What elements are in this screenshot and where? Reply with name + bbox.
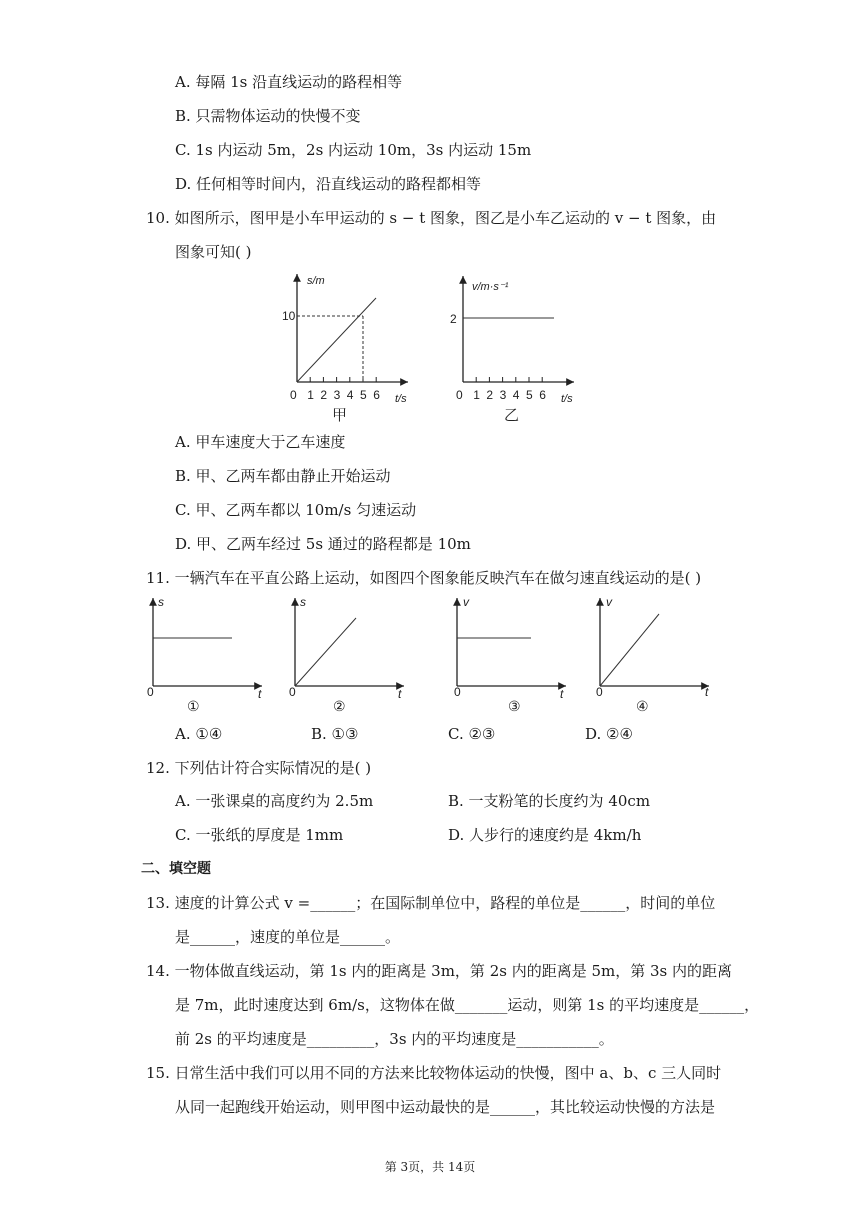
origin: 0 [454,685,461,699]
q10-stem-line2: 图象可知( ) [175,243,252,261]
graph-jia-ylabel: s/m [307,275,325,287]
ylabel: s [158,595,164,609]
x-tick-label: 1 [473,388,480,402]
q9-option-b: B. 只需物体运动的快慢不变 [175,107,361,125]
q11-stem: 11. 一辆汽车在平直公路上运动，如图四个图象能反映汽车在做匀速直线运动的是( ) [146,569,702,587]
x-tick-label: 2 [486,388,494,402]
graph-jia-ytick: 10 [282,309,296,323]
graph-yi-ytick: 2 [450,312,457,326]
caption: ① [187,698,200,714]
q14-line2: 是 7m，此时速度达到 6m/s，这物体在做_______运动，则第 1s 的平均速度是______， [175,996,760,1014]
ylabel: v [463,595,469,609]
x-tick-label: 5 [526,388,533,402]
diagonal-line [295,618,356,686]
graph-jia-st [270,262,430,426]
q14-line1: 14. 一物体做直线运动，第 1s 内的距离是 3m，第 2s 内的距离是 5m，第 3s 内的距离 [146,962,733,980]
q10-option-b: B. 甲、乙两车都由静止开始运动 [175,467,391,485]
q10-stem-line1: 10. 如图所示，图甲是小车甲运动的 s − t 图象，图乙是小车乙运动的 v − t 图象，由 [146,209,717,227]
origin: 0 [147,685,154,699]
graph-yi-origin: 0 [456,388,463,402]
q11-option-c: C. ②③ [448,725,496,743]
ylabel: s [300,595,306,609]
graph-jia-caption: 甲 [332,407,348,424]
q12-option-b: B. 一支粉笔的长度约为 40cm [448,792,651,810]
q12-option-d: D. 人步行的速度约是 4km/h [448,826,642,844]
q12-option-a: A. 一张课桌的高度约为 2.5m [175,792,374,810]
diagonal-line [600,614,659,686]
xlabel: t [705,685,709,699]
graph-yi-ylabel: v/m·s⁻¹ [472,281,509,293]
origin: 0 [289,685,296,699]
x-tick-label: 3 [333,388,341,402]
caption: ② [333,698,346,714]
q9-option-a: A. 每隔 1s 沿直线运动的路程相等 [175,73,403,91]
graph-jia-origin: 0 [290,388,297,402]
q11-option-b: B. ①③ [311,725,359,743]
graph-yi-xlabel: t/s [561,393,573,405]
x-tick-label: 4 [346,388,354,402]
caption: ④ [636,698,649,714]
q15-line1: 15. 日常生活中我们可以用不同的方法来比较物体运动的快慢，图中 a、b、c 三人同时 [146,1064,722,1082]
x-tick-label: 6 [373,388,380,402]
origin: 0 [596,685,603,699]
q9-option-c: C. 1s 内运动 5m，2s 内运动 10m，3s 内运动 15m [175,141,532,159]
q13-line2: 是______，速度的单位是______。 [175,928,401,946]
q10-option-d: D. 甲、乙两车经过 5s 通过的路程都是 10m [175,535,471,553]
graph-yi-caption: 乙 [504,407,520,424]
x-tick-label: 5 [360,388,367,402]
q13-line1: 13. 速度的计算公式 v =______；在国际制单位中，路程的单位是______，时间的单位 [146,894,716,912]
s-t-line [297,298,376,382]
q11-graph-3 [446,590,581,718]
q11-option-a: A. ①④ [175,725,223,743]
q10-option-a: A. 甲车速度大于乙车速度 [175,433,346,451]
q15-line2: 从同一起跑线开始运动，则甲图中运动最快的是______，其比较运动快慢的方法是 [175,1098,716,1116]
section-title-fill-blank: 二、填空题 [141,861,211,877]
q11-graph-1 [140,590,275,718]
xlabel: t [258,687,262,701]
q12-stem: 12. 下列估计符合实际情况的是( ) [146,759,372,777]
q12-option-c: C. 一张纸的厚度是 1mm [175,826,344,844]
q11-graph-2 [282,590,417,718]
xlabel: t [398,687,402,701]
q11-option-d: D. ②④ [585,725,633,743]
xlabel: t [560,687,564,701]
x-tick-label: 1 [307,388,314,402]
caption: ③ [508,698,521,714]
page-footer: 第 3页，共 14页 [384,1160,476,1174]
graph-yi-vt [436,262,596,426]
x-tick-label: 4 [512,388,520,402]
x-tick-label: 6 [539,388,546,402]
q9-option-d: D. 任何相等时间内，沿直线运动的路程都相等 [175,175,482,193]
x-tick-label: 2 [320,388,328,402]
ylabel: v [606,595,612,609]
q11-graph-4 [587,590,722,718]
x-tick-label: 3 [499,388,507,402]
graph-jia-xlabel: t/s [395,393,407,405]
q10-option-c: C. 甲、乙两车都以 10m/s 匀速运动 [175,501,417,519]
q14-line3: 前 2s 的平均速度是_________，3s 内的平均速度是___________。 [175,1030,614,1048]
